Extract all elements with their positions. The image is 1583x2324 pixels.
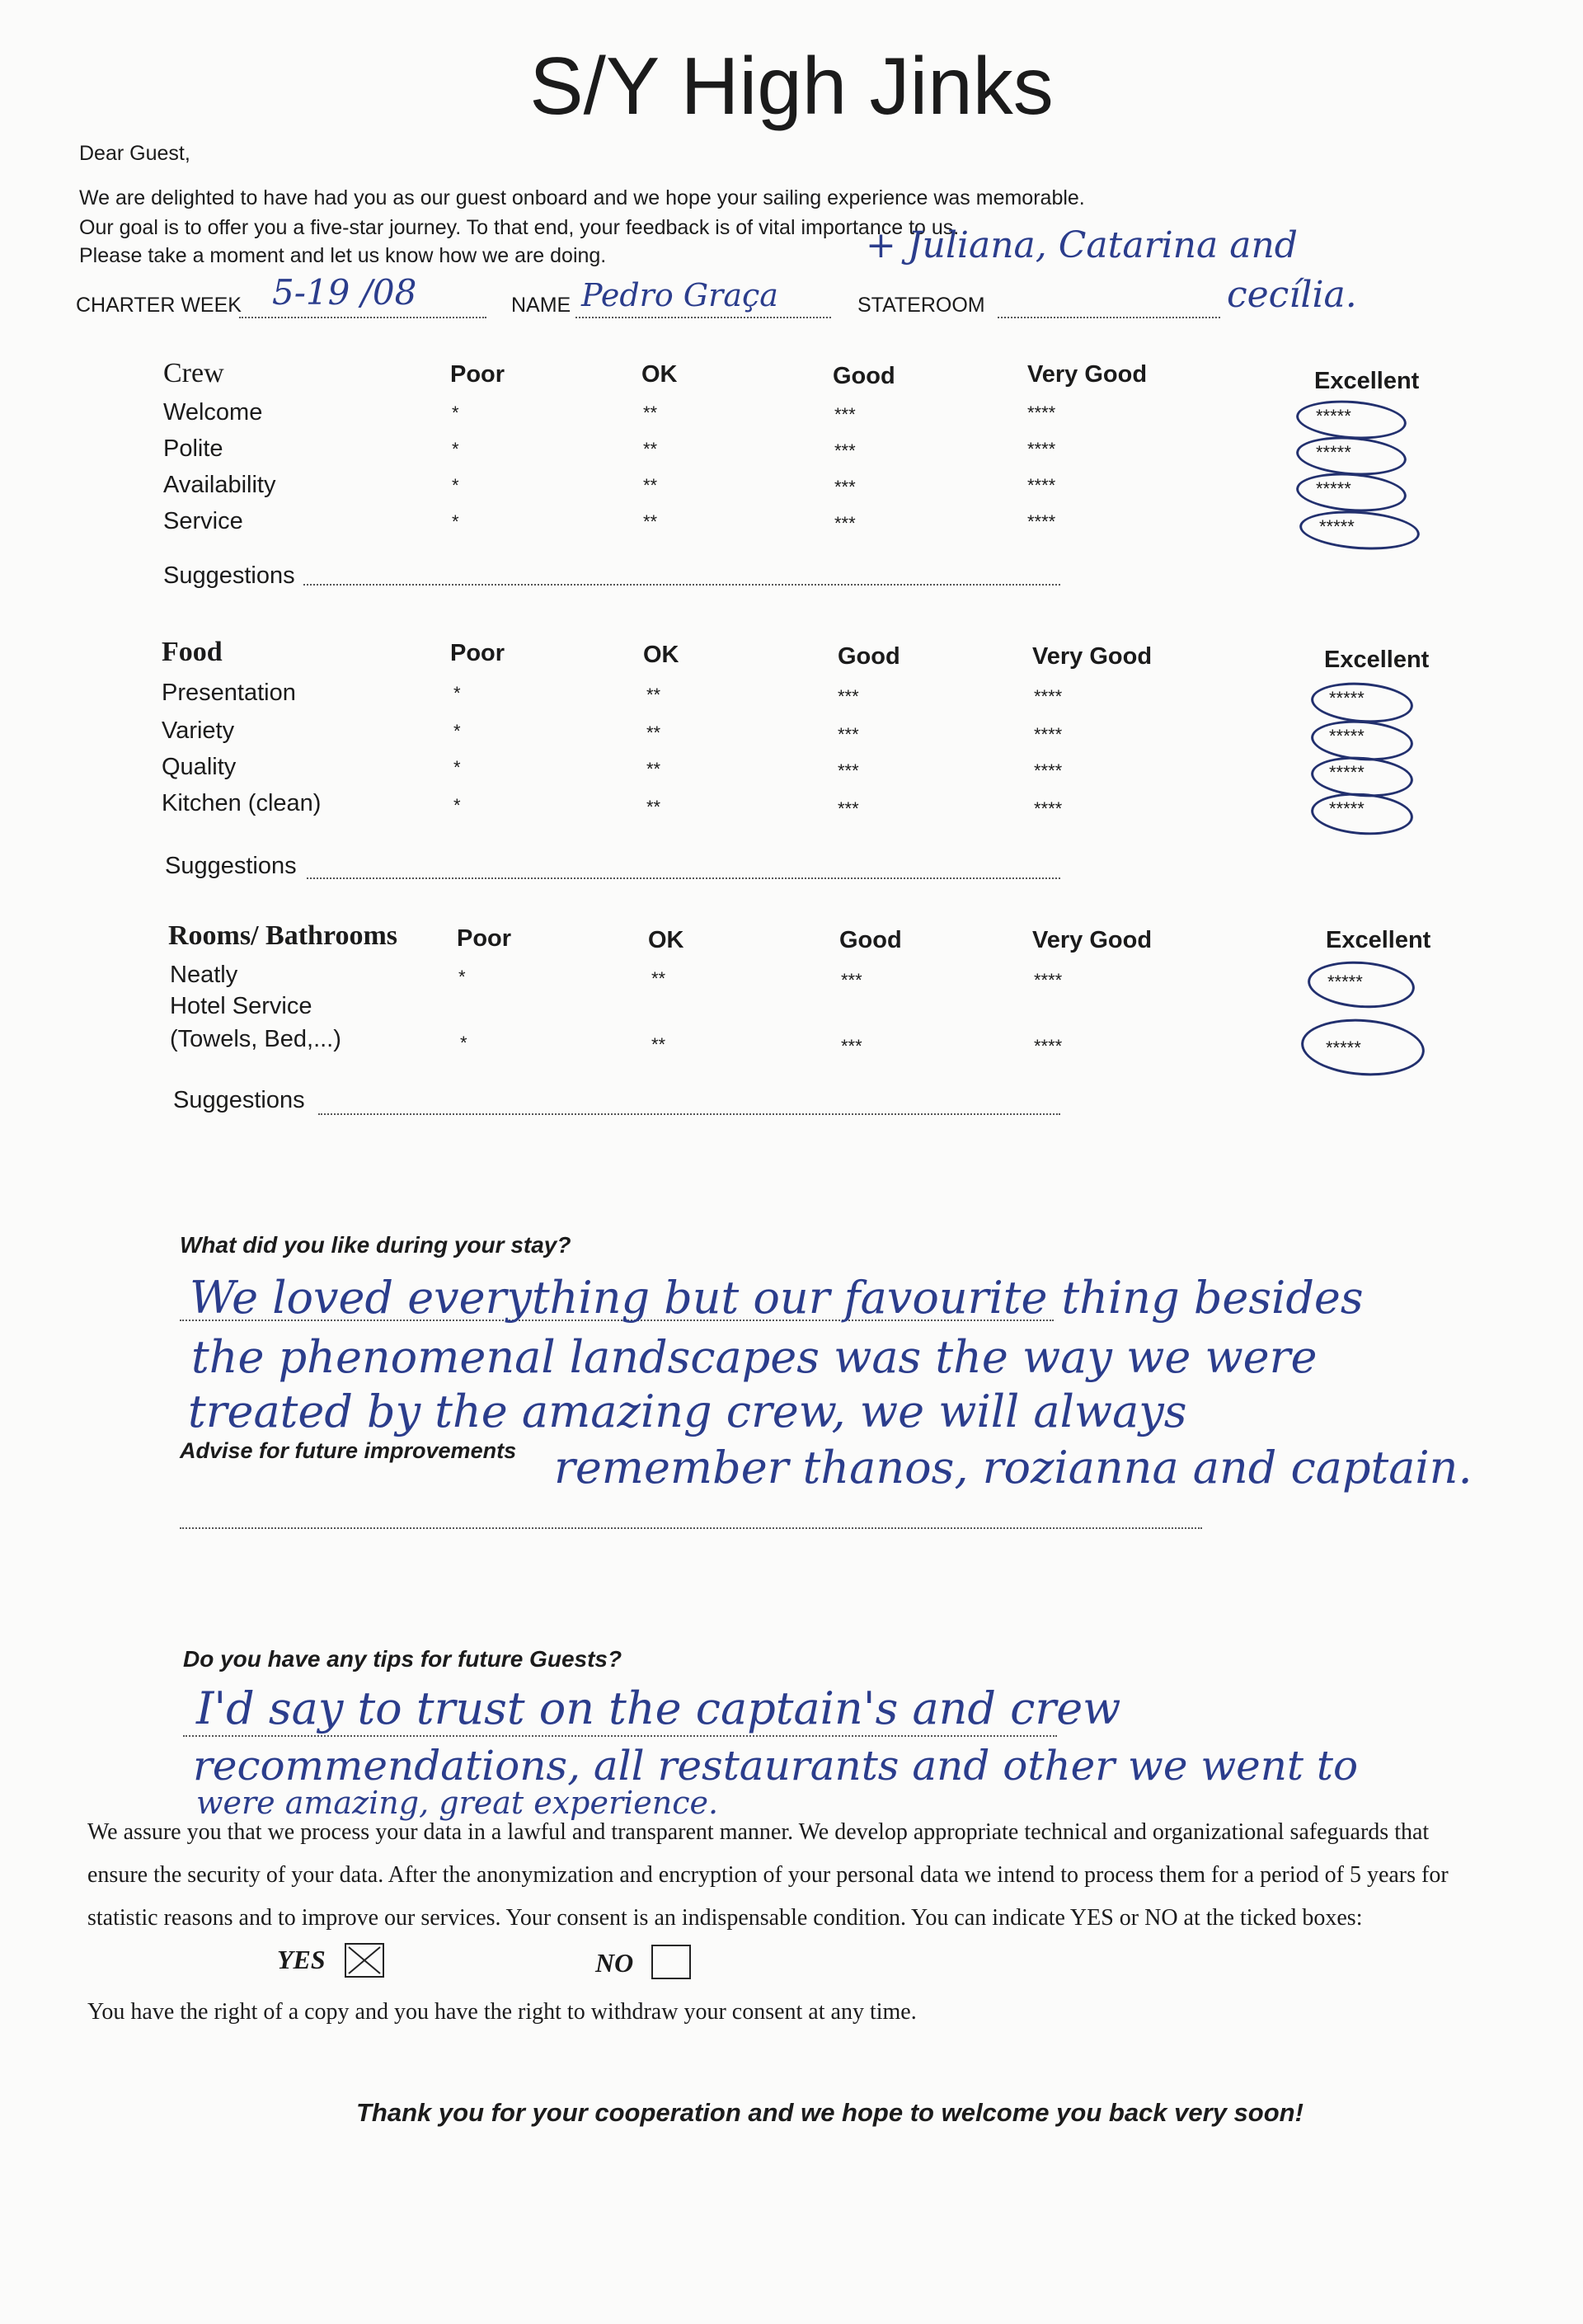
charter-week-label: CHARTER WEEK bbox=[76, 294, 242, 317]
answer-tips-line-1[interactable]: I'd say to trust on the captain's and crew bbox=[196, 1682, 1121, 1734]
rating-good[interactable]: *** bbox=[841, 1036, 862, 1056]
col-very-good: Very Good bbox=[1027, 361, 1148, 388]
selection-circle bbox=[1306, 958, 1416, 1012]
rating-good[interactable]: *** bbox=[838, 686, 859, 707]
answer-liked-line-2[interactable]: the phenomenal landscapes was the way we were bbox=[191, 1331, 1318, 1383]
selection-circle bbox=[1295, 433, 1408, 478]
selection-circle bbox=[1295, 397, 1408, 442]
stateroom-label: STATEROOM bbox=[857, 294, 985, 317]
answer-tips-line-2[interactable]: recommendations, all restaurants and other we went to bbox=[193, 1742, 1359, 1790]
selection-circle bbox=[1309, 790, 1414, 839]
rating-good[interactable]: *** bbox=[838, 760, 859, 781]
rating-poor[interactable]: * bbox=[452, 439, 459, 459]
col-very-good: Very Good bbox=[1032, 927, 1153, 953]
rooms-row-label-detail: (Towels, Bed,...) bbox=[170, 1026, 341, 1052]
rating-excellent[interactable]: ***** bbox=[1316, 478, 1351, 499]
rooms-row-label: Hotel Service bbox=[170, 993, 312, 1019]
checkmark-x-icon bbox=[346, 1945, 383, 1976]
rating-excellent[interactable]: ***** bbox=[1329, 688, 1365, 708]
rating-excellent[interactable]: ***** bbox=[1329, 762, 1365, 783]
consent-line-1: We assure you that we process your data in a lawful and transparent manner. We develop appropriate technical and organizational safeguards that bbox=[87, 1819, 1430, 1845]
rating-very-good[interactable]: **** bbox=[1034, 970, 1063, 990]
col-good: Good bbox=[839, 927, 902, 953]
col-good: Good bbox=[838, 643, 900, 670]
rating-good[interactable]: *** bbox=[838, 724, 859, 745]
rating-good[interactable]: *** bbox=[838, 798, 859, 819]
rating-poor[interactable]: * bbox=[453, 721, 461, 741]
rating-very-good[interactable]: **** bbox=[1027, 402, 1056, 423]
rating-good[interactable]: *** bbox=[834, 440, 856, 461]
rating-ok[interactable]: ** bbox=[643, 402, 658, 423]
intro-line-3: Please take a moment and let us know how we are doing. bbox=[79, 244, 607, 267]
rating-ok[interactable]: ** bbox=[646, 759, 661, 779]
rating-very-good[interactable]: **** bbox=[1027, 511, 1056, 532]
crew-row-label: Polite bbox=[163, 435, 223, 462]
rating-very-good[interactable]: **** bbox=[1034, 760, 1063, 781]
crew-suggestions-label: Suggestions bbox=[163, 562, 295, 589]
rating-poor[interactable]: * bbox=[453, 757, 461, 778]
rating-excellent[interactable]: ***** bbox=[1329, 726, 1365, 746]
greeting: Dear Guest, bbox=[79, 142, 190, 165]
rating-very-good[interactable]: **** bbox=[1034, 686, 1063, 707]
rating-very-good[interactable]: **** bbox=[1034, 1036, 1063, 1056]
charter-week-value[interactable]: 5-19 /08 bbox=[272, 272, 417, 313]
rating-good[interactable]: *** bbox=[841, 970, 862, 990]
guest-names-handwritten[interactable]: + Juliana, Catarina and bbox=[866, 224, 1298, 266]
selection-circle bbox=[1309, 680, 1414, 727]
food-suggestions-label: Suggestions bbox=[165, 853, 297, 879]
rating-excellent[interactable]: ***** bbox=[1316, 442, 1351, 463]
rating-excellent[interactable]: ***** bbox=[1329, 798, 1365, 819]
rating-poor[interactable]: * bbox=[452, 511, 459, 532]
guest-names-handwritten-2[interactable]: cecília. bbox=[1227, 274, 1357, 316]
rating-ok[interactable]: ** bbox=[646, 722, 661, 743]
rating-poor[interactable]: * bbox=[453, 683, 461, 703]
col-poor: Poor bbox=[450, 361, 505, 388]
rating-excellent[interactable]: ***** bbox=[1327, 971, 1363, 992]
rating-good[interactable]: *** bbox=[834, 477, 856, 497]
rating-very-good[interactable]: **** bbox=[1034, 724, 1063, 745]
rating-good[interactable]: *** bbox=[834, 513, 856, 534]
selection-circle bbox=[1299, 1015, 1426, 1080]
col-excellent: Excellent bbox=[1326, 927, 1431, 953]
name-label: NAME bbox=[511, 294, 571, 317]
rating-ok[interactable]: ** bbox=[651, 1034, 666, 1055]
rating-excellent[interactable]: ***** bbox=[1326, 1037, 1361, 1058]
thank-you-message: Thank you for your cooperation and we hope to welcome you back very soon! bbox=[356, 2098, 1304, 2127]
col-ok: OK bbox=[641, 361, 678, 388]
rating-ok[interactable]: ** bbox=[646, 684, 661, 705]
rooms-suggestions-field[interactable] bbox=[318, 1113, 1060, 1115]
col-ok: OK bbox=[643, 642, 679, 668]
rating-ok[interactable]: ** bbox=[651, 968, 666, 989]
col-poor: Poor bbox=[450, 640, 505, 666]
selection-circle bbox=[1299, 507, 1421, 553]
selection-circle bbox=[1295, 469, 1408, 515]
rating-poor[interactable]: * bbox=[452, 475, 459, 496]
rating-poor[interactable]: * bbox=[453, 795, 461, 816]
rating-very-good[interactable]: **** bbox=[1027, 475, 1056, 496]
crew-row-label: Availability bbox=[163, 472, 276, 498]
col-good: Good bbox=[833, 363, 895, 389]
consent-line-3: statistic reasons and to improve our services. Your consent is an indispensable condition. You can indicate YES or NO at the ticked boxes: bbox=[87, 1905, 1363, 1931]
intro-line-2: Our goal is to offer you a five-star journey. To that end, your feedback is of vital importance to us. bbox=[79, 216, 960, 239]
consent-rights: You have the right of a copy and you have the right to withdraw your consent at any time. bbox=[87, 1999, 917, 2025]
rating-excellent[interactable]: ***** bbox=[1319, 516, 1355, 537]
no-checkbox[interactable] bbox=[651, 1945, 691, 1979]
food-row-label: Quality bbox=[162, 754, 237, 780]
question-advise: Advise for future improvements bbox=[180, 1438, 517, 1463]
answer-tips-line-3[interactable]: were amazing, great experience. bbox=[196, 1785, 719, 1821]
rating-poor[interactable]: * bbox=[460, 1033, 467, 1053]
answer-liked-line-3[interactable]: treated by the amazing crew, we will always bbox=[188, 1385, 1187, 1437]
crew-section-title: Crew bbox=[163, 358, 224, 388]
rating-ok[interactable]: ** bbox=[643, 475, 658, 496]
advise-field[interactable] bbox=[180, 1527, 1202, 1529]
rating-ok[interactable]: ** bbox=[643, 439, 658, 459]
food-row-label: Variety bbox=[162, 717, 235, 744]
answer-liked-line-4[interactable]: remember thanos, rozianna and captain. bbox=[554, 1442, 1473, 1494]
rating-poor[interactable]: * bbox=[452, 402, 459, 423]
food-suggestions-field[interactable] bbox=[307, 877, 1060, 879]
food-section-title: Food bbox=[162, 637, 223, 667]
rooms-suggestions-label: Suggestions bbox=[173, 1087, 305, 1113]
food-row-label: Presentation bbox=[162, 680, 296, 706]
rating-very-good[interactable]: **** bbox=[1027, 439, 1056, 459]
rooms-section-title: Rooms/ Bathrooms bbox=[168, 920, 397, 951]
name-value[interactable]: Pedro Graça bbox=[581, 277, 778, 313]
yes-label: YES bbox=[277, 1945, 326, 1974]
form-title: S/Y High Jinks bbox=[529, 40, 1054, 131]
col-excellent: Excellent bbox=[1314, 368, 1420, 394]
rating-excellent[interactable]: ***** bbox=[1316, 406, 1351, 426]
rating-good[interactable]: *** bbox=[834, 404, 856, 425]
crew-row-label: Service bbox=[163, 508, 243, 534]
rooms-row-label: Neatly bbox=[170, 962, 238, 988]
question-tips: Do you have any tips for future Guests? bbox=[183, 1646, 622, 1672]
rating-poor[interactable]: * bbox=[458, 967, 466, 987]
consent-line-2: ensure the security of your data. After the anonymization and encryption of your personal data we intend to process them for a period of 5 years for bbox=[87, 1862, 1449, 1888]
col-ok: OK bbox=[648, 927, 684, 953]
col-very-good: Very Good bbox=[1032, 643, 1153, 670]
intro-line-1: We are delighted to have had you as our guest onboard and we hope your sailing experience was memorable. bbox=[79, 186, 1085, 209]
food-row-label: Kitchen (clean) bbox=[162, 790, 322, 816]
rating-very-good[interactable]: **** bbox=[1034, 798, 1063, 819]
question-liked: What did you like during your stay? bbox=[180, 1232, 571, 1258]
col-poor: Poor bbox=[457, 925, 512, 952]
crew-row-label: Welcome bbox=[163, 399, 263, 426]
answer-liked-line-1[interactable]: We loved everything but our favourite thing besides bbox=[190, 1272, 1364, 1324]
col-excellent: Excellent bbox=[1324, 647, 1430, 673]
crew-suggestions-field[interactable] bbox=[303, 584, 1060, 586]
rating-ok[interactable]: ** bbox=[643, 511, 658, 532]
yes-checkbox[interactable] bbox=[345, 1943, 384, 1978]
no-label: NO bbox=[595, 1948, 634, 1978]
rating-ok[interactable]: ** bbox=[646, 797, 661, 817]
